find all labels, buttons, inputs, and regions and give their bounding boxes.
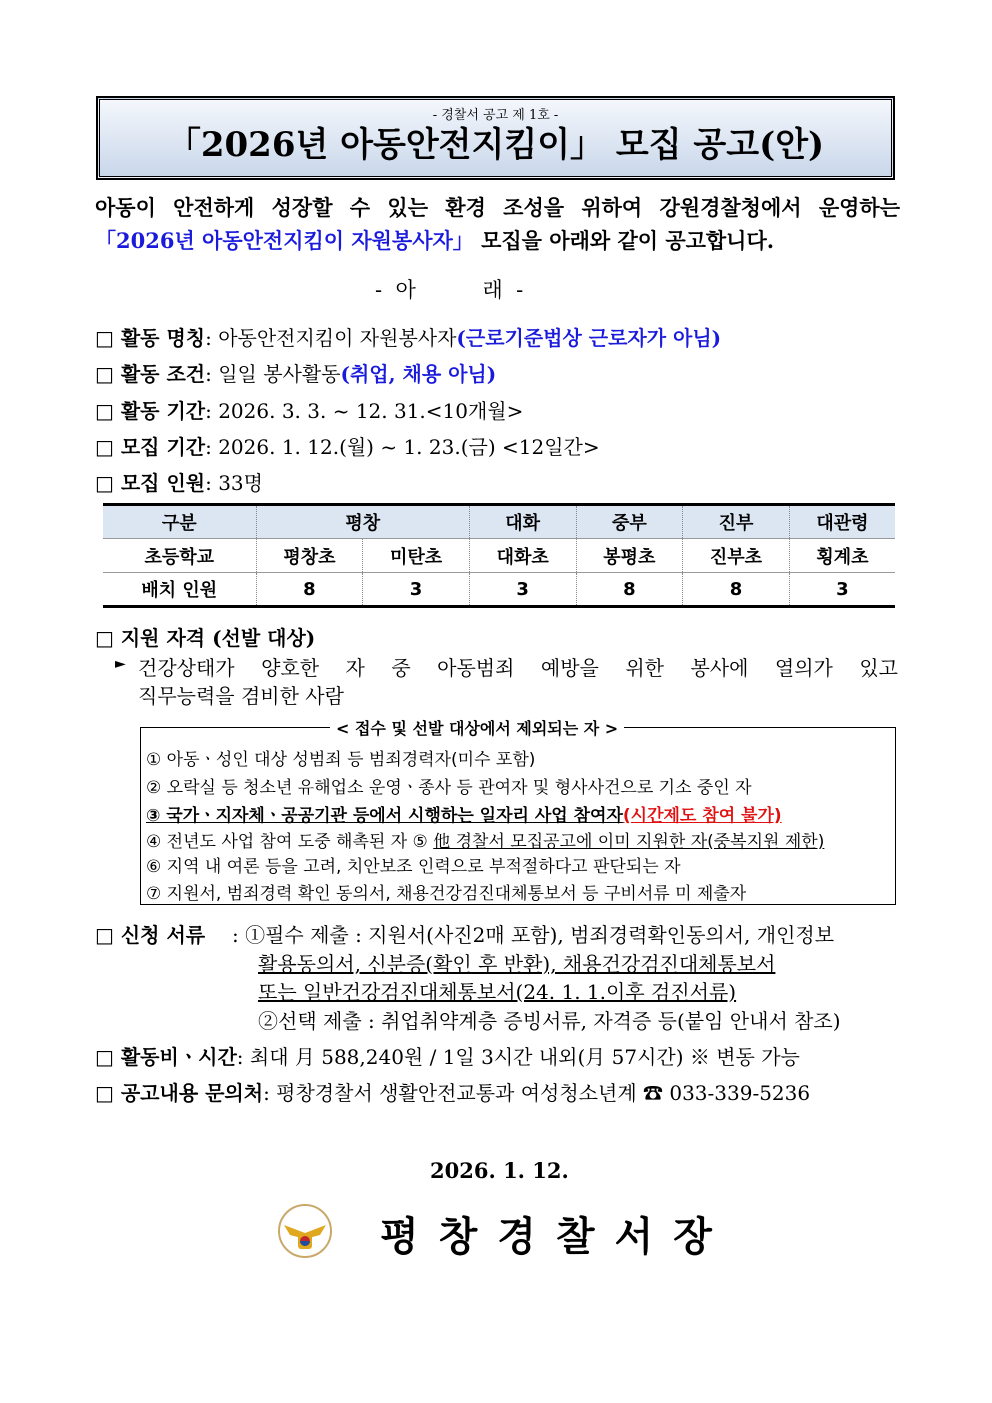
bullet-icon: ►: [115, 656, 126, 672]
cell: 진부초: [683, 539, 790, 573]
intro-line-2: [95, 225, 900, 255]
cell: 8: [256, 573, 363, 607]
cell: 대화초: [469, 539, 576, 573]
cell: 3: [469, 573, 576, 607]
table-row: [103, 505, 895, 539]
documents-line-1: : ①필수 제출 : 지원서(사진2매 포함), 범죄경력확인동의서, 개인정보: [232, 923, 835, 947]
cell: 배치 인원: [103, 573, 256, 607]
cell: 진부: [683, 505, 790, 539]
program-name: 「2026년 아동안전지킴이 자원봉사자」: [95, 228, 474, 253]
fee-time: □ 활동비ㆍ시간: 최대 月 588,240원 / 1일 3시간 내외(月 57시간) ※ 변동 가능: [95, 1045, 800, 1069]
documents-line-4: ②선택 제출 : 취업취약계층 증빙서류, 자격증 등(붙임 안내서 참조): [258, 1009, 841, 1033]
cell: 구분: [103, 505, 256, 539]
exclusion-4-5: ④ 전년도 사업 참여 도중 해촉된 자 ⑤ 他 경찰서 모집공고에 이미 지원한 자(중복지원 제한): [146, 832, 825, 852]
cell: 3: [789, 573, 895, 607]
contact: □ 공고내용 문의처: 평창경찰서 생활안전교통과 여성청소년계 ☎ 033-339-5236: [95, 1081, 811, 1105]
title-box: [97, 97, 894, 179]
item-recruit-period: □ 모집 기간: 2026. 1. 12.(월) ~ 1. 23.(금) <12일간>: [95, 435, 600, 459]
item-recruit-count: □ 모집 인원: 33명: [95, 471, 263, 495]
police-logo-icon: [276, 1203, 334, 1259]
item-activity-condition: □ 활동 조건: 일일 봉사활동(취업, 채용 아님): [95, 362, 497, 386]
placement-table: [103, 503, 895, 608]
section-mark: - 아 래 -: [375, 278, 524, 302]
page-title: 「2026년 아동안전지킴이」 모집 공고(안): [166, 125, 825, 165]
cell: 횡계초: [789, 539, 895, 573]
cell: 중부: [576, 505, 683, 539]
cell: 평창: [256, 505, 469, 539]
exclusion-3: ③ 국가ㆍ지자체ㆍ공공기관 등에서 시행하는 일자리 사업 참여자(시간제도 참여 불가): [146, 806, 782, 826]
cell: 초등학교: [103, 539, 256, 573]
table-row: [103, 539, 895, 573]
exclusion-6: ⑥ 지역 내 여론 등을 고려, 치안보조 인력으로 부적절하다고 판단되는 자: [146, 857, 681, 877]
qualification-line-1: 건강상태가 양호한 자 중 아동범죄 예방을 위한 봉사에 열의가 있고: [138, 656, 898, 680]
exclusion-2: ② 오락실 등 청소년 유해업소 운영ㆍ종사 등 관여자 및 형사사건으로 기소 중인 자: [146, 778, 752, 798]
intro-rest: 모집을 아래와 같이 공고합니다.: [473, 228, 775, 253]
cell: 8: [683, 573, 790, 607]
exclusion-1: ① 아동ㆍ성인 대상 성범죄 등 범죄경력자(미수 포함): [146, 750, 536, 770]
exclusion-7: ⑦ 지원서, 범죄경력 확인 동의서, 채용건강검진대체통보서 등 구비서류 미 제출자: [146, 884, 747, 904]
notice-number: - 경찰서 공고 제 1호 -: [432, 108, 559, 123]
notice-date: 2026. 1. 12.: [430, 1158, 569, 1183]
cell: 대관령: [789, 505, 895, 539]
exclusion-heading: < 접수 및 선발 대상에서 제외되는 자 >: [330, 716, 624, 739]
documents-label: □ 신청 서류: [95, 923, 206, 947]
cell: 대화: [469, 505, 576, 539]
qualification-line-2: 직무능력을 겸비한 사람: [138, 684, 344, 708]
cell: 평창초: [256, 539, 363, 573]
documents-line-3: 또는 일반건강검진대체통보서(24. 1. 1.이후 검진서류): [258, 980, 737, 1004]
table-row: [103, 573, 895, 607]
item-activity-period: □ 활동 기간: 2026. 3. 3. ~ 12. 31.<10개월>: [95, 399, 524, 423]
cell: 3: [363, 573, 470, 607]
cell: 8: [576, 573, 683, 607]
cell: 미탄초: [363, 539, 470, 573]
documents-line-2: 활용동의서, 신분증(확인 후 반환), 채용건강검진대체통보서: [258, 952, 776, 976]
intro-line-1: 아동이 안전하게 성장할 수 있는 환경 조성을 위하여 강원경찰청에서 운영하는: [95, 195, 900, 220]
signature-police-chief: 평창경찰서장: [380, 1214, 732, 1260]
cell: 봉평초: [576, 539, 683, 573]
item-activity-name: □ 활동 명칭: 아동안전지킴이 자원봉사자(근로기준법상 근로자가 아님): [95, 326, 722, 350]
qualification-label: □ 지원 자격 (선발 대상): [95, 626, 316, 650]
